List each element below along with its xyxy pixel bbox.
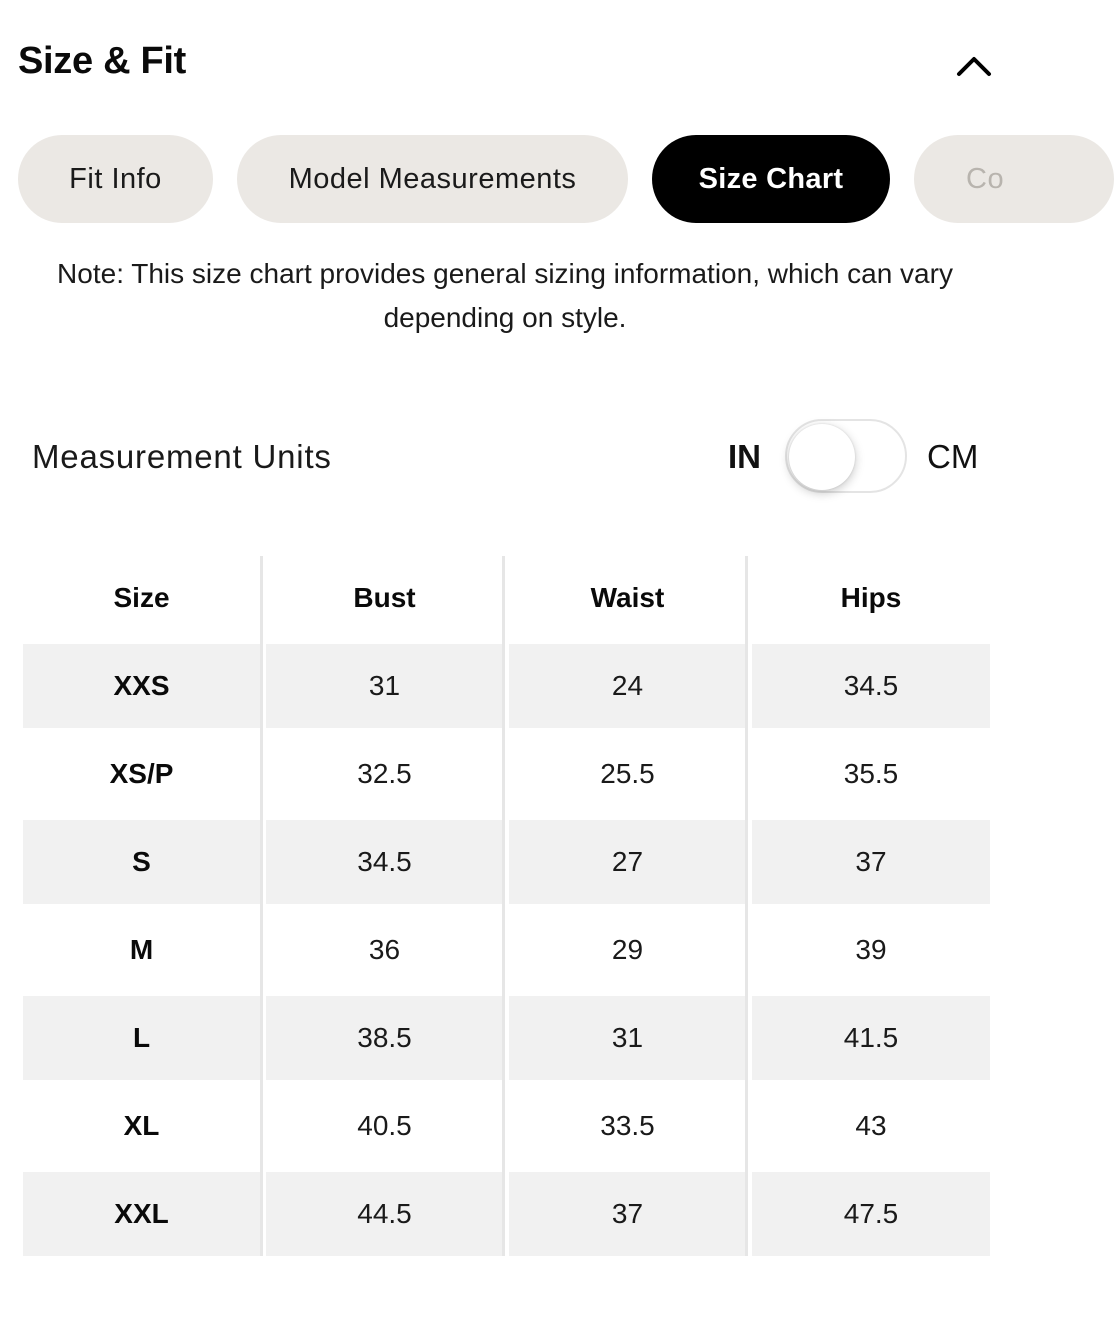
hips-cell: 37 — [752, 820, 990, 904]
bust-cell: 36 — [368, 934, 401, 965]
size-cell: XL — [123, 1110, 160, 1141]
unit-cm-label[interactable]: CM — [927, 438, 979, 475]
header-bust: Bust — [353, 582, 416, 613]
size-cell: M — [129, 934, 154, 965]
hips-cell: 34.5 — [752, 644, 990, 728]
table-row — [23, 908, 990, 992]
tab-fit-info[interactable]: Fit Info — [18, 135, 213, 223]
size-fit-tabs — [0, 135, 1005, 225]
measurement-units-label: Measurement Units — [32, 438, 332, 475]
size-cell: XS/P — [109, 758, 174, 789]
hips-cell: 43 — [855, 1110, 887, 1141]
section-title: Size & Fit — [18, 40, 187, 82]
size-chart-table — [23, 556, 990, 1260]
waist-cell: 25.5 — [600, 758, 655, 789]
toggle-knob — [789, 424, 855, 490]
size-cell: S — [23, 820, 260, 904]
size-fit-header[interactable] — [0, 0, 1000, 128]
waist-cell: 29 — [611, 934, 644, 965]
bust-cell: 34.5 — [266, 820, 503, 904]
table-row — [23, 732, 990, 816]
column-divider — [502, 556, 505, 1256]
unit-in-label[interactable]: IN — [728, 438, 761, 475]
hips-cell: 47.5 — [752, 1172, 990, 1256]
column-divider — [745, 556, 748, 1256]
waist-cell: 33.5 — [600, 1110, 655, 1141]
size-chart-note: Note: This size chart provides general sizing information, which can vary depending on style. — [57, 258, 953, 333]
tab-size-chart[interactable]: Size Chart — [652, 135, 890, 223]
table-header-row — [23, 556, 990, 640]
table-row — [23, 1172, 990, 1256]
hips-cell: 35.5 — [843, 758, 899, 789]
header-waist: Waist — [590, 582, 665, 613]
column-divider — [260, 556, 263, 1256]
waist-cell: 31 — [509, 996, 746, 1080]
header-size: Size — [113, 582, 170, 613]
table-row — [23, 644, 990, 728]
waist-cell: 24 — [509, 644, 746, 728]
bust-cell: 38.5 — [266, 996, 503, 1080]
header-hips: Hips — [840, 582, 902, 613]
tab-partial[interactable]: Co — [914, 135, 1114, 223]
chevron-up-icon[interactable] — [948, 44, 1000, 88]
size-cell: XXL — [23, 1172, 260, 1256]
bust-cell: 40.5 — [357, 1110, 412, 1141]
table-row — [23, 1084, 990, 1168]
hips-cell: 41.5 — [752, 996, 990, 1080]
waist-cell: 37 — [509, 1172, 746, 1256]
size-cell: L — [23, 996, 260, 1080]
bust-cell: 31 — [266, 644, 503, 728]
bust-cell: 44.5 — [266, 1172, 503, 1256]
size-cell: XXS — [23, 644, 260, 728]
units-toggle[interactable] — [785, 419, 907, 493]
hips-cell: 39 — [855, 934, 887, 965]
table-row — [23, 996, 990, 1080]
table-row — [23, 820, 990, 904]
bust-cell: 32.5 — [357, 758, 412, 789]
tab-model-measurements[interactable]: Model Measurements — [237, 135, 628, 223]
waist-cell: 27 — [509, 820, 746, 904]
